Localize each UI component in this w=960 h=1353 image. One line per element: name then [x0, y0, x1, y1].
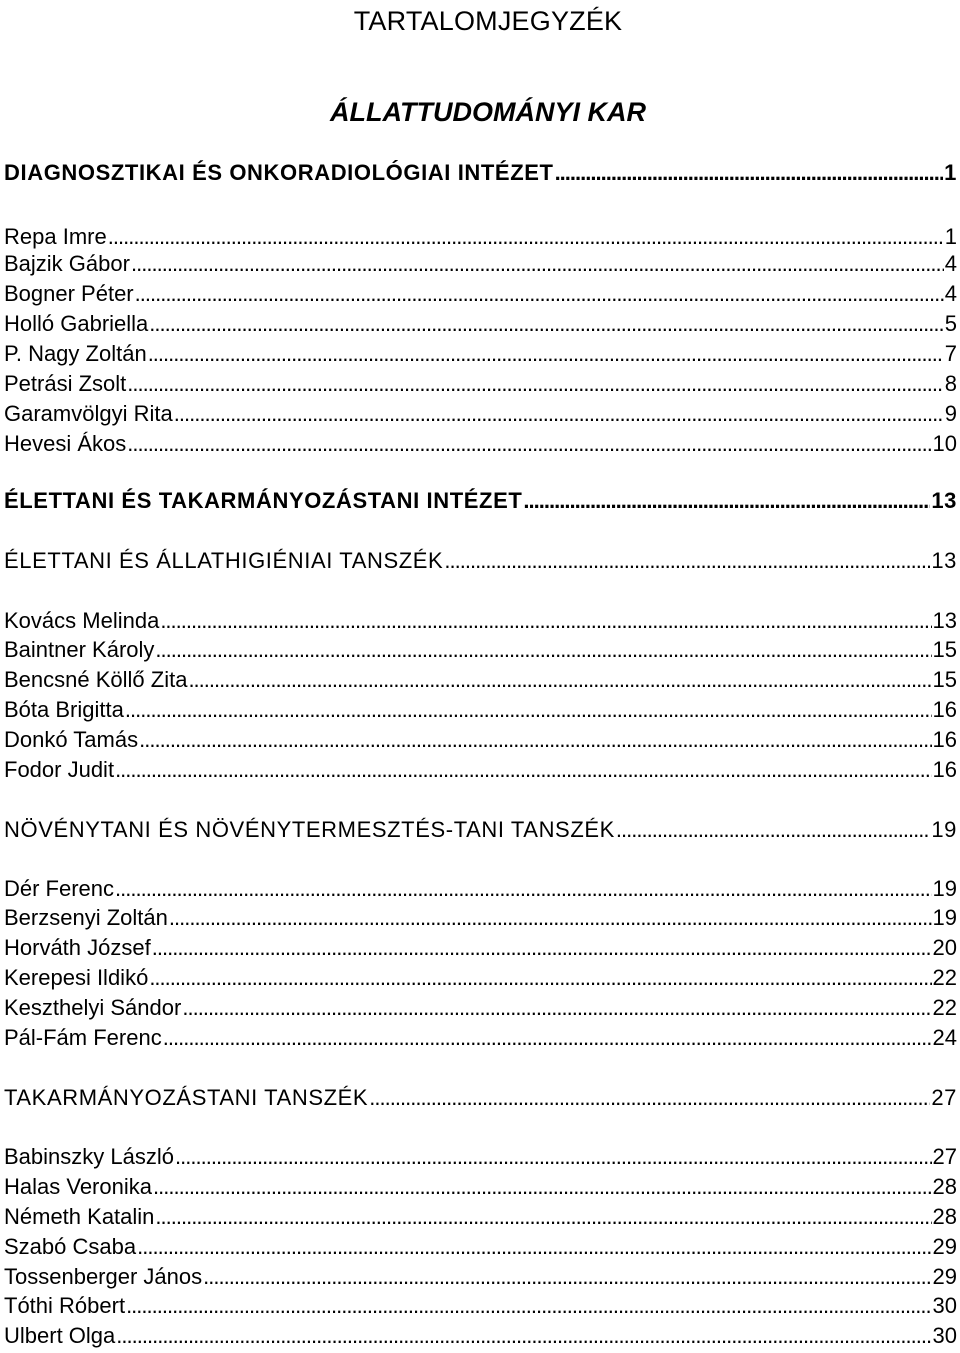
dot-leader	[369, 1083, 930, 1113]
toc-entry-person[interactable]	[4, 369, 957, 399]
toc-entry-label: Donkó Tamás	[4, 727, 139, 752]
toc-entry-page-number: 20	[932, 935, 957, 960]
toc-entry-label: P. Nagy Zoltán	[4, 341, 147, 366]
dot-leader	[182, 993, 931, 1023]
dot-leader	[149, 309, 943, 339]
toc-entry-page-number: 19	[931, 817, 957, 842]
toc-entry-page-number: 7	[944, 341, 957, 366]
dot-leader	[444, 546, 930, 576]
dot-leader	[131, 249, 944, 279]
toc-entry-label: Bajzik Gábor	[4, 251, 130, 276]
toc-entry-person[interactable]	[4, 755, 957, 785]
toc-entry-label: Dér Ferenc	[4, 876, 115, 901]
toc-entry-page-number: 10	[932, 431, 957, 456]
toc-entry-label: Petrási Zsolt	[4, 371, 127, 396]
toc-entry-label: Garamvölgyi Rita	[4, 401, 173, 426]
dot-leader	[135, 279, 944, 309]
table-of-contents	[4, 0, 957, 1353]
toc-entry-label: Kerepesi Ildikó	[4, 965, 149, 990]
dot-leader	[160, 606, 931, 636]
toc-entry-institute[interactable]	[4, 486, 957, 516]
dot-leader	[616, 815, 930, 845]
toc-entry-label: Holló Gabriella	[4, 311, 149, 336]
toc-entry-person[interactable]	[4, 429, 957, 459]
toc-entry-label: Bóta Brigitta	[4, 697, 124, 722]
toc-entry-label: ÉLETTANI ÉS TAKARMÁNYOZÁSTANI INTÉZET	[4, 488, 523, 513]
toc-entry-page-number: 27	[931, 1085, 957, 1110]
dot-leader	[125, 695, 932, 725]
dot-leader	[523, 486, 930, 516]
toc-entry-label: TAKARMÁNYOZÁSTANI TANSZÉK	[4, 1085, 369, 1110]
toc-entry-person[interactable]	[4, 1321, 957, 1351]
toc-entry-person[interactable]	[4, 665, 957, 695]
toc-entry-person[interactable]	[4, 1232, 957, 1262]
toc-entry-label: Halas Veronika	[4, 1174, 152, 1199]
page-title: TARTALOMJEGYZÉK	[353, 6, 623, 36]
dot-leader	[115, 874, 931, 904]
toc-entry-page-number: 13	[932, 608, 957, 633]
dot-leader	[163, 1023, 932, 1053]
toc-entry-page-number: 30	[932, 1293, 957, 1318]
dot-leader	[153, 1172, 932, 1202]
dot-leader	[174, 399, 944, 429]
toc-entry-label: Szabó Csaba	[4, 1234, 137, 1259]
toc-entry-label: Fodor Judit	[4, 757, 115, 782]
toc-entry-page-number: 30	[932, 1323, 957, 1348]
toc-entry-page-number: 1	[944, 224, 957, 249]
toc-entry-label: Németh Katalin	[4, 1204, 155, 1229]
toc-entry-person[interactable]	[4, 309, 957, 339]
toc-entry-person[interactable]	[4, 339, 957, 369]
faculty-heading: ÁLLATTUDOMÁNYI KAR	[330, 97, 646, 127]
toc-entry-page-number: 28	[932, 1204, 957, 1229]
toc-entry-person[interactable]	[4, 933, 957, 963]
toc-entry-page-number: 28	[932, 1174, 957, 1199]
toc-entry-label: Berzsenyi Zoltán	[4, 905, 168, 930]
dot-leader	[115, 755, 931, 785]
toc-entry-label: NÖVÉNYTANI ÉS NÖVÉNYTERMESZTÉS-TANI TANSZÉK	[4, 817, 615, 842]
toc-entry-department[interactable]	[4, 1083, 957, 1113]
toc-entry-page-number: 1	[944, 160, 957, 185]
dot-leader	[203, 1262, 931, 1292]
toc-entry-label: ÉLETTANI ÉS ÁLLATHIGIÉNIAI TANSZÉK	[4, 548, 444, 573]
toc-entry-person[interactable]	[4, 874, 957, 904]
dot-leader	[169, 903, 932, 933]
toc-entry-page-number: 27	[932, 1144, 957, 1169]
toc-entry-person[interactable]	[4, 1291, 957, 1321]
toc-entry-label: Tóthi Róbert	[4, 1293, 126, 1318]
toc-entry-page-number: 9	[944, 401, 957, 426]
toc-entry-page-number: 8	[944, 371, 957, 396]
toc-entry-department[interactable]	[4, 815, 957, 845]
toc-entry-label: Keszthelyi Sándor	[4, 995, 182, 1020]
dot-leader	[137, 1232, 931, 1262]
dot-leader	[127, 429, 931, 459]
toc-entry-person[interactable]	[4, 222, 957, 252]
dot-leader	[149, 963, 931, 993]
toc-entry-person[interactable]	[4, 606, 957, 636]
toc-entry-page-number: 22	[932, 995, 957, 1020]
toc-entry-person[interactable]	[4, 1142, 957, 1172]
toc-entry-page-number: 22	[932, 965, 957, 990]
toc-entry-page-number: 4	[944, 281, 957, 306]
dot-leader	[155, 1202, 931, 1232]
toc-entry-label: Babinszky László	[4, 1144, 174, 1169]
toc-entry-page-number: 16	[932, 757, 957, 782]
toc-entry-page-number: 15	[932, 667, 957, 692]
toc-entry-person[interactable]	[4, 903, 957, 933]
dot-leader	[152, 933, 932, 963]
toc-entry-page-number: 16	[932, 727, 957, 752]
toc-entry-label: Pál-Fám Ferenc	[4, 1025, 162, 1050]
toc-entry-person[interactable]	[4, 1023, 957, 1053]
toc-entry-label: Repa Imre	[4, 224, 107, 249]
toc-entry-person[interactable]	[4, 963, 957, 993]
toc-entry-label: Hevesi Ákos	[4, 431, 127, 456]
toc-entry-page-number: 5	[944, 311, 957, 336]
toc-entry-label: Ulbert Olga	[4, 1323, 116, 1348]
toc-entry-person[interactable]	[4, 635, 957, 665]
toc-entry-person[interactable]	[4, 1172, 957, 1202]
toc-entry-page-number: 13	[931, 488, 957, 513]
dot-leader	[148, 339, 944, 369]
toc-entry-department[interactable]	[4, 546, 957, 576]
dot-leader	[188, 665, 931, 695]
dot-leader	[175, 1142, 932, 1172]
toc-entry-label: Baintner Károly	[4, 637, 155, 662]
toc-entry-page-number: 15	[932, 637, 957, 662]
toc-entry-label: Bencsné Köllő Zita	[4, 667, 188, 692]
toc-entry-person[interactable]	[4, 695, 957, 725]
toc-entry-page-number: 16	[932, 697, 957, 722]
toc-entry-page-number: 24	[932, 1025, 957, 1050]
dot-leader	[127, 369, 943, 399]
dot-leader	[555, 158, 944, 188]
toc-entry-page-number: 19	[932, 876, 957, 901]
toc-entry-label: Tossenberger János	[4, 1264, 203, 1289]
toc-entry-page-number: 13	[931, 548, 957, 573]
dot-leader	[139, 725, 931, 755]
toc-entry-person[interactable]	[4, 725, 957, 755]
toc-entry-person[interactable]	[4, 993, 957, 1023]
toc-entry-page-number: 4	[944, 251, 957, 276]
toc-entry-label: Horváth József	[4, 935, 151, 960]
toc-entry-person[interactable]	[4, 249, 957, 279]
dot-leader	[155, 635, 931, 665]
dot-leader	[126, 1291, 931, 1321]
toc-entry-page-number: 19	[932, 905, 957, 930]
toc-entry-page-number: 29	[932, 1264, 957, 1289]
toc-entry-person[interactable]	[4, 279, 957, 309]
toc-entry-label: Kovács Melinda	[4, 608, 160, 633]
toc-entry-page-number: 29	[932, 1234, 957, 1259]
toc-entry-institute[interactable]	[4, 158, 957, 188]
toc-entry-person[interactable]	[4, 1202, 957, 1232]
dot-leader	[108, 222, 944, 252]
toc-entry-person[interactable]	[4, 1262, 957, 1292]
toc-entry-label: DIAGNOSZTIKAI ÉS ONKORADIOLÓGIAI INTÉZET	[4, 160, 554, 185]
toc-entry-person[interactable]	[4, 399, 957, 429]
toc-entry-label: Bogner Péter	[4, 281, 134, 306]
dot-leader	[116, 1321, 931, 1351]
